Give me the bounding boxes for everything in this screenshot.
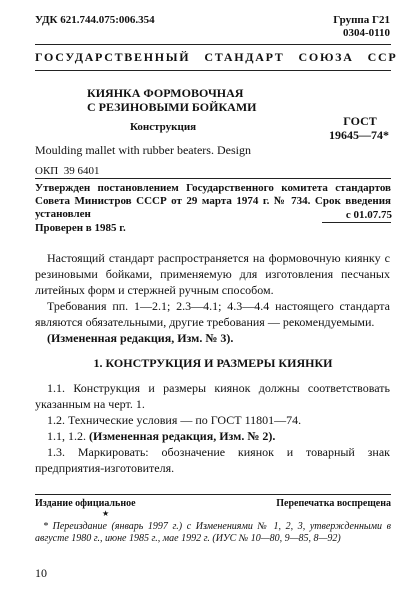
okp-rule [35,178,391,179]
group-code: Группа Г21 [333,14,390,26]
checked-note: Проверен в 1985 г. [35,222,126,234]
header-rule-bottom [35,70,391,71]
classifier-code: 0304-0110 [342,27,390,39]
paragraph-revision-2 [35,428,390,444]
revision-2-note: (Измененная редакция, Изм. № 2). [89,429,276,443]
state-standard-banner: ГОСУДАРСТВЕННЫЙ СТАНДАРТ СОЮЗА ССР [35,50,398,64]
paragraph-scope: Настоящий стандарт распространяется на формовочную киянку с резиновыми бойками, применяемую для изготовления песчаных литейных форм и стержней ручным способом. [35,251,390,297]
document-subtitle: Конструкция [130,121,197,133]
paragraph-requirements: Требования пп. 1—2.1; 2.3—4.1; 4.3—4.4 настоящего стандарта являются обязательными, другие требования — рекомендуемыми. [35,299,390,329]
gost-number: 19645—74* [329,128,389,142]
gost-label: ГОСТ [343,114,377,128]
section-title: 1. КОНСТРУКЦИЯ И РАЗМЕРЫ КИЯНКИ [93,356,333,370]
paragraph-1-3: 1.3. Маркировать: обозначение киянок и товарный знак предприятия-изготовителя. [35,445,390,475]
reprint-prohibited: Перепечатка воспрещена [276,498,391,509]
page-number: 10 [35,566,47,580]
official-edition: Издание официальное [35,498,136,509]
approval-date-underline [322,222,391,223]
approval-text: Утвержден постановлением Государственного комитета стандартов Совета Министров СССР от 29 марта 1974 г. № 734. Срок введения установлен [35,182,391,220]
revision-2-prefix: 1.1, 1.2. [47,429,86,443]
english-title: Moulding mallet with rubber beaters. Design [35,143,251,157]
footer-rule [35,494,391,495]
okp-code: ОКП 39 6401 [35,165,100,177]
header-rule-top [35,44,391,45]
document-title-line2: С РЕЗИНОВЫМИ БОЙКАМИ [87,100,257,114]
paragraph-revision-3: (Измененная редакция, Изм. № 3). [47,331,234,345]
star-icon: ★ [102,509,110,518]
approval-date: с 01.07.75 [345,209,392,221]
reissue-footnote: * Переиздание (январь 1997 г.) с Изменениями № 1, 2, 3, утвержденными в августе 1980 г., июне 1985 г., мае 1992 г. (ИУС № 10—80, 9—85, 8—92) [35,521,391,544]
paragraph-1-2: 1.2. Технические условия — по ГОСТ 11801—74. [47,413,302,427]
paragraph-1-1: 1.1. Конструкция и размеры киянок должны соответствовать указанным на черт. 1. [35,381,390,411]
document-title-line1: КИЯНКА ФОРМОВОЧНАЯ [87,86,244,100]
udk-code: УДК 621.744.075:006.354 [35,14,155,26]
